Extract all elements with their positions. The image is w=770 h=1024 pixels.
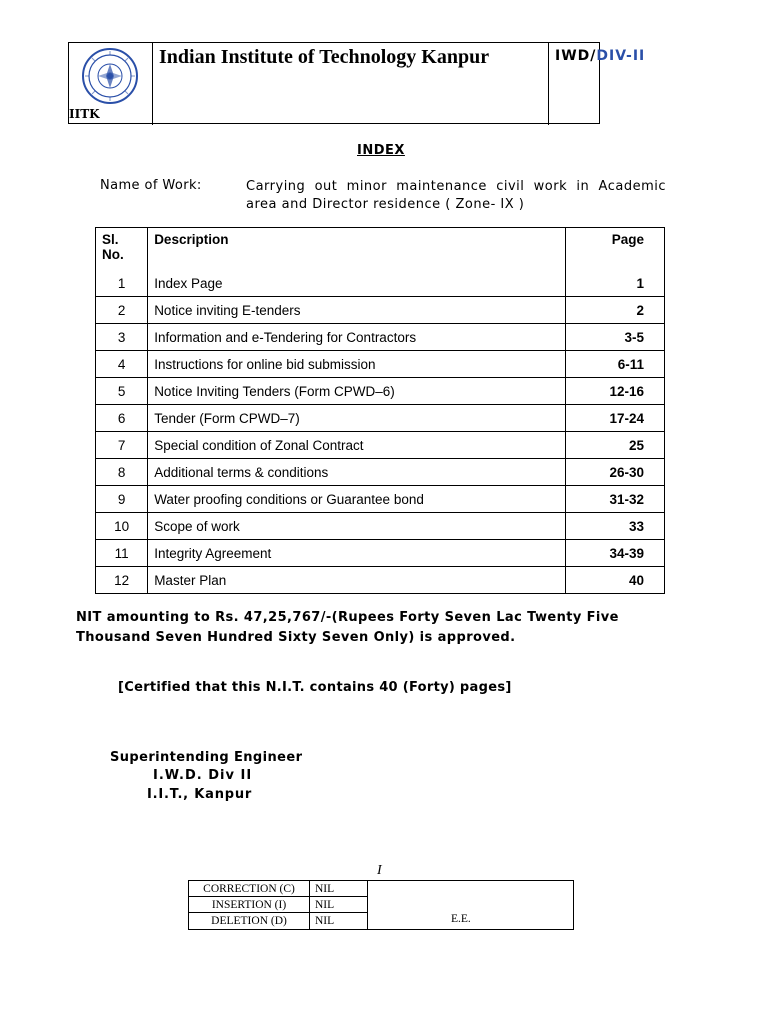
correction-labels <box>189 881 310 929</box>
row-description: Instructions for online bid submission <box>148 351 566 378</box>
row-page: 17-24 <box>565 405 664 432</box>
index-heading: INDEX <box>357 143 405 158</box>
row-page: 26-30 <box>565 459 664 486</box>
row-page: 3-5 <box>565 324 664 351</box>
header-page: Page <box>565 228 664 271</box>
row-description: Water proofing conditions or Guarantee bond <box>148 486 566 513</box>
row-page: 2 <box>565 297 664 324</box>
division-cell <box>549 43 646 125</box>
division-prefix: IWD/ <box>555 48 597 64</box>
row-description: Master Plan <box>148 567 566 594</box>
row-page: 25 <box>565 432 664 459</box>
italic-i-mark: I <box>377 863 382 878</box>
table-row <box>96 513 665 540</box>
index-table <box>95 227 665 594</box>
row-sl: 11 <box>96 540 148 567</box>
certificate-statement: [Certified that this N.I.T. contains 40 (Forty) pages] <box>118 680 512 695</box>
row-page: 1 <box>565 270 664 297</box>
row-page: 40 <box>565 567 664 594</box>
name-of-work-value: Carrying out minor maintenance civil work in Academic area and Director residence ( Zone- IX ) <box>246 179 666 212</box>
row-page: 34-39 <box>565 540 664 567</box>
logo-caption: IITK <box>69 107 100 121</box>
row-sl: 8 <box>96 459 148 486</box>
row-sl: 6 <box>96 405 148 432</box>
table-row <box>96 351 665 378</box>
ee-signoff: E.E. <box>451 913 471 925</box>
document-header <box>68 42 646 124</box>
row-description: Integrity Agreement <box>148 540 566 567</box>
row-page: 6-11 <box>565 351 664 378</box>
row-sl: 5 <box>96 378 148 405</box>
name-of-work-label: Name of Work: <box>100 178 202 193</box>
table-row <box>96 540 665 567</box>
correction-label: CORRECTION (C) <box>189 881 309 897</box>
row-sl: 12 <box>96 567 148 594</box>
row-description: Information and e-Tendering for Contractors <box>148 324 566 351</box>
deletion-label: DELETION (D) <box>211 915 287 927</box>
correction-box <box>188 880 574 930</box>
header-description: Description <box>148 228 566 271</box>
row-description: Index Page <box>148 270 566 297</box>
table-row <box>96 567 665 594</box>
nit-approval-statement: NIT amounting to Rs. 47,25,767/-(Rupees Forty Seven Lac Twenty Five Thousand Seven Hundred Sixty Seven Only) is approved. <box>76 610 619 645</box>
row-page: 31-32 <box>565 486 664 513</box>
correction-values <box>310 881 368 929</box>
row-description: Additional terms & conditions <box>148 459 566 486</box>
row-sl: 7 <box>96 432 148 459</box>
table-row <box>96 378 665 405</box>
header-sl-line1: Sl. <box>102 232 119 247</box>
signature-division: I.W.D. Div II <box>153 768 253 783</box>
institute-title: Indian Institute of Technology Kanpur <box>159 46 490 68</box>
institute-title-cell <box>153 43 549 125</box>
row-sl: 4 <box>96 351 148 378</box>
table-row <box>96 405 665 432</box>
insertion-label: INSERTION (I) <box>189 897 309 913</box>
deletion-value: NIL <box>315 915 335 927</box>
division-code <box>555 48 645 64</box>
row-description: Special condition of Zonal Contract <box>148 432 566 459</box>
iitk-seal-logo <box>81 47 139 105</box>
table-header-row <box>96 228 665 271</box>
insertion-value: NIL <box>310 897 367 913</box>
row-sl: 1 <box>96 270 148 297</box>
row-sl: 3 <box>96 324 148 351</box>
logo-cell <box>69 43 153 125</box>
header-sl <box>96 228 148 271</box>
row-description: Scope of work <box>148 513 566 540</box>
table-row <box>96 324 665 351</box>
row-page: 12-16 <box>565 378 664 405</box>
row-description: Tender (Form CPWD–7) <box>148 405 566 432</box>
table-row <box>96 297 665 324</box>
row-page: 33 <box>565 513 664 540</box>
row-description: Notice inviting E-tenders <box>148 297 566 324</box>
row-sl: 9 <box>96 486 148 513</box>
signature-institute: I.I.T., Kanpur <box>147 787 253 802</box>
table-row <box>96 432 665 459</box>
row-sl: 10 <box>96 513 148 540</box>
header-sl-line2: No. <box>102 247 124 262</box>
row-description: Notice Inviting Tenders (Form CPWD–6) <box>148 378 566 405</box>
row-sl: 2 <box>96 297 148 324</box>
division-suffix: DIV-II <box>596 48 646 64</box>
table-row <box>96 270 665 297</box>
table-row <box>96 486 665 513</box>
signature-designation: Superintending Engineer <box>110 750 303 765</box>
table-row <box>96 459 665 486</box>
correction-value: NIL <box>310 881 367 897</box>
